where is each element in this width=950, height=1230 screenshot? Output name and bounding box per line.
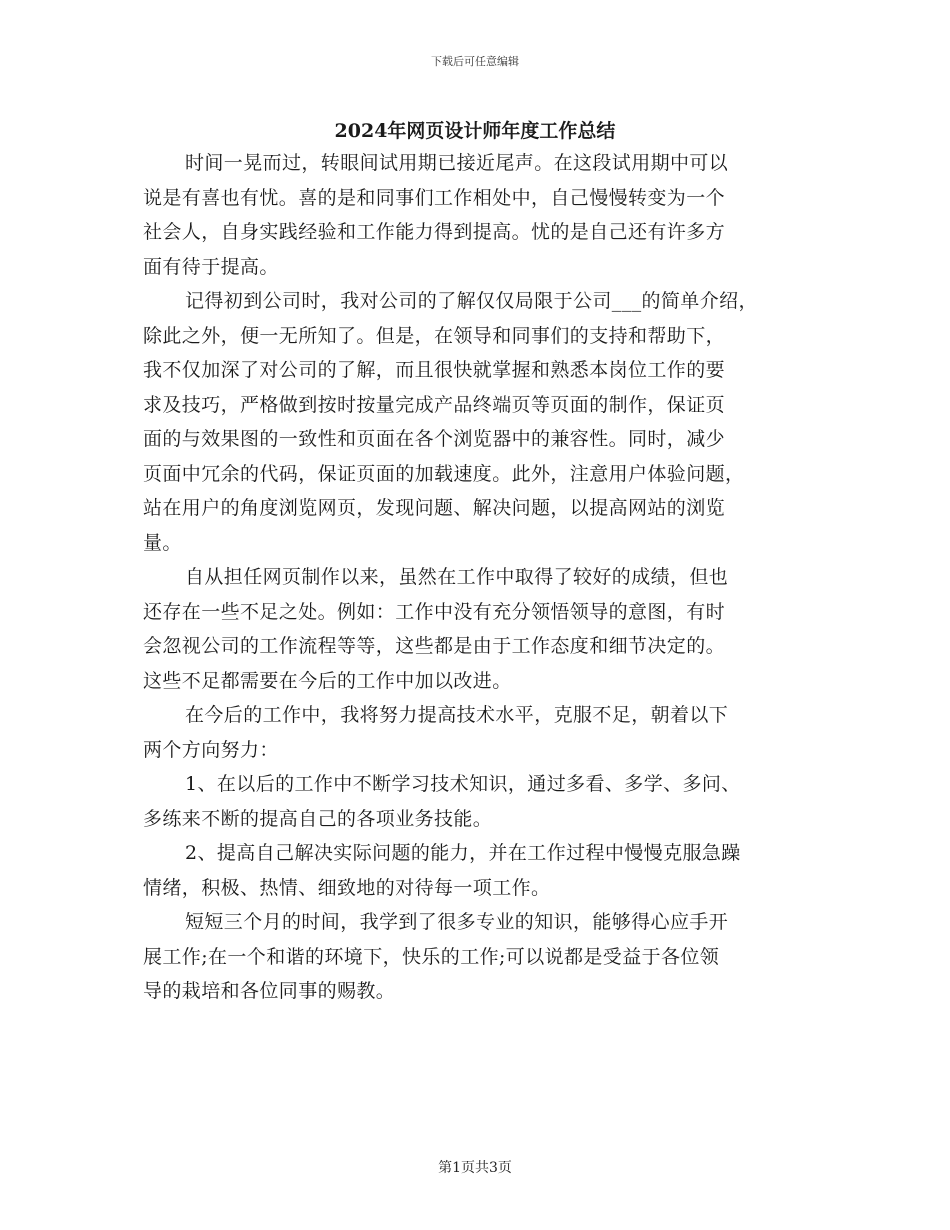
text-line: 短短三个月的时间，我学到了很多专业的知识，能够得心应手开 xyxy=(185,911,729,933)
text-line: 导的栽培和各位同事的赐教。 xyxy=(143,980,396,1002)
text-line: 说是有喜也有忧。喜的是和同事们工作相处中，自己慢慢转变为一个 xyxy=(143,186,726,209)
text-line: 多练来不断的提高自己的各项业务技能。 xyxy=(143,807,493,830)
text-line: 我不仅加深了对公司的了解，而且很快就掌握和熟悉本岗位工作的要 xyxy=(143,359,726,381)
paragraph-7 xyxy=(143,905,823,1009)
document-body xyxy=(143,146,823,1009)
text-line: 展工作;在一个和谐的环境下，快乐的工作;可以说都是受益于各位领 xyxy=(143,945,720,968)
text-line: 求及技巧，严格做到按时按量完成产品终端页等页面的制作，保证页 xyxy=(143,393,726,416)
text-line: 情绪，积极、热情、细致地的对待每一项工作。 xyxy=(143,876,551,899)
paragraph-3 xyxy=(143,560,823,698)
text-line: 在今后的工作中，我将努力提高技术水平，克服不足，朝着以下 xyxy=(185,704,729,726)
text-line: 这些不足都需要在今后的工作中加以改进。 xyxy=(143,669,512,692)
text-line: 页面中冗余的代码，保证页面的加载速度。此外，注意用户体验问题， xyxy=(143,462,745,485)
text-line: 2、提高自己解决实际问题的能力，并在工作过程中慢慢克服急躁 xyxy=(185,842,741,864)
text-line: 还存在一些不足之处。例如：工作中没有充分领悟领导的意图，有时 xyxy=(143,600,726,623)
text-line: 除此之外，便一无所知了。但是，在领导和同事们的支持和帮助下， xyxy=(143,324,726,347)
text-line: 两个方向努力： xyxy=(143,738,279,761)
text-line: 会忽视公司的工作流程等等，这些都是由于工作态度和细节决定的。 xyxy=(143,635,726,657)
paragraph-6 xyxy=(143,836,823,905)
text-line: 自从担任网页制作以来，虽然在工作中取得了较好的成绩，但也 xyxy=(185,566,729,588)
text-line: 社会人，自身实践经验和工作能力得到提高。忧的是自己还有许多方 xyxy=(143,221,726,243)
text-line: 1、在以后的工作中不断学习技术知识，通过多看、多学、多问、 xyxy=(185,773,741,795)
text-line: 量。 xyxy=(143,531,182,554)
paragraph-5 xyxy=(143,767,823,836)
paragraph-2 xyxy=(143,284,823,560)
paragraph-4 xyxy=(143,698,823,767)
text-line: 记得初到公司时，我对公司的了解仅仅局限于公司___的简单介绍， xyxy=(185,290,758,312)
paragraph-1 xyxy=(143,146,823,284)
text-line: 站在用户的角度浏览网页，发现问题、解决问题，以提高网站的浏览 xyxy=(143,497,726,519)
text-line: 面有待于提高。 xyxy=(143,255,279,278)
document-title: 2024年网页设计师年度工作总结 xyxy=(334,120,616,142)
page-header-note: 下载后可任意编辑 xyxy=(431,55,519,68)
text-line: 时间一晃而过，转眼间试用期已接近尾声。在这段试用期中可以 xyxy=(185,152,729,174)
text-line: 面的与效果图的一致性和页面在各个浏览器中的兼容性。同时，减少 xyxy=(143,428,726,450)
page-number: 第1页共3页 xyxy=(438,1160,512,1176)
